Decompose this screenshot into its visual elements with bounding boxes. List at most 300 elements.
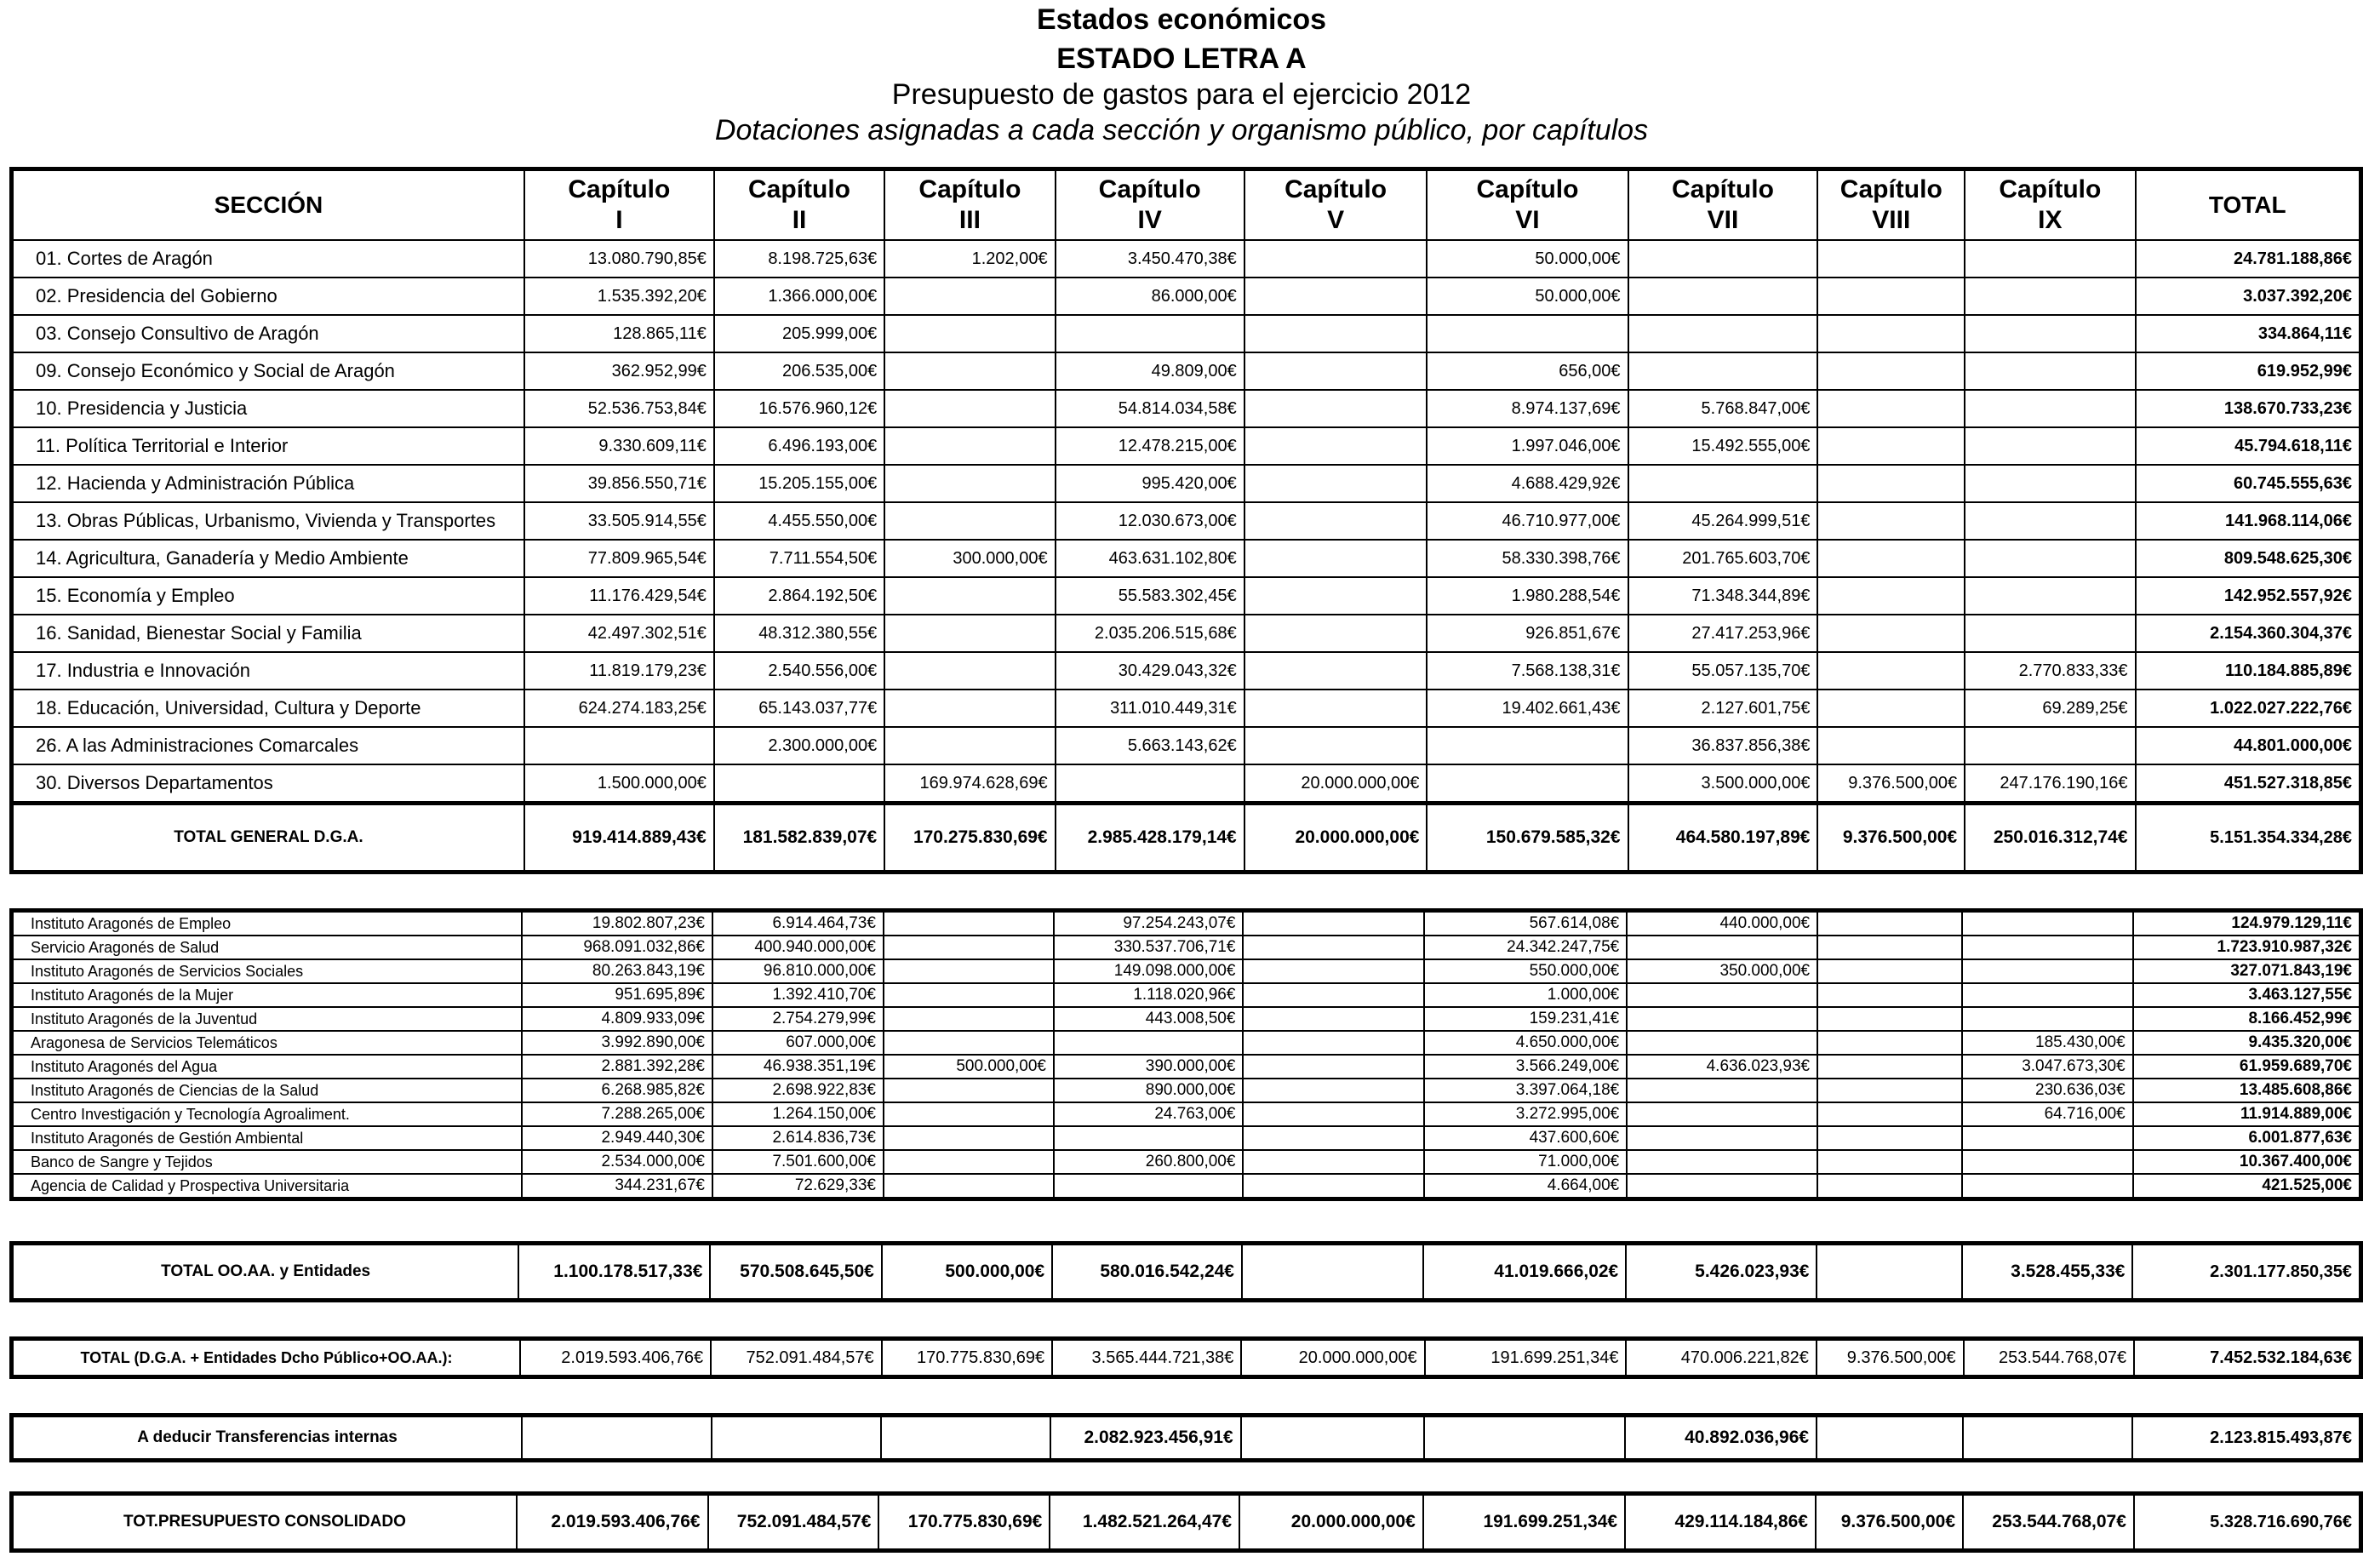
cell-total: 9.435.320,00€ bbox=[2133, 1031, 2361, 1055]
cell-capitulo-4 bbox=[1054, 1174, 1243, 1199]
table-row bbox=[12, 1174, 2361, 1199]
cell-capitulo-8 bbox=[1817, 577, 1965, 615]
row-label: 14. Agricultura, Ganadería y Medio Ambiente bbox=[12, 540, 524, 577]
header-capitulo-word: Capítulo bbox=[918, 175, 1021, 203]
cell-capitulo-7 bbox=[1627, 1102, 1817, 1126]
cell-capitulo-7: 45.264.999,51€ bbox=[1628, 502, 1818, 540]
row-label: 01. Cortes de Aragón bbox=[12, 240, 524, 278]
cell-capitulo-5 bbox=[1244, 315, 1428, 352]
cell-capitulo-4: 49.809,00€ bbox=[1056, 352, 1244, 390]
cell-capitulo-7: 40.892.036,96€ bbox=[1625, 1416, 1817, 1461]
cell-capitulo-1: 11.176.429,54€ bbox=[524, 577, 714, 615]
cell-capitulo-9 bbox=[1962, 1007, 2132, 1031]
cell-capitulo-3 bbox=[884, 1102, 1054, 1126]
cell-capitulo-5: 20.000.000,00€ bbox=[1244, 764, 1428, 804]
cell-capitulo-6 bbox=[1424, 1416, 1626, 1461]
cell-capitulo-1: 4.809.933,09€ bbox=[522, 1007, 712, 1031]
dga-table bbox=[9, 167, 2363, 874]
cell-capitulo-1: 19.802.807,23€ bbox=[522, 911, 712, 936]
header-capitulo-number: I bbox=[615, 206, 623, 234]
cell-capitulo-9: 230.636,03€ bbox=[1962, 1079, 2132, 1102]
cell-capitulo-9 bbox=[1965, 352, 2135, 390]
cell-capitulo-6: 3.397.064,18€ bbox=[1424, 1079, 1627, 1102]
cell-capitulo-9 bbox=[1962, 1174, 2132, 1199]
cell-capitulo-8: 9.376.500,00€ bbox=[1817, 804, 1965, 873]
cell-capitulo-3 bbox=[884, 911, 1054, 936]
cell-capitulo-5 bbox=[1244, 690, 1428, 727]
cell-capitulo-4: 580.016.542,24€ bbox=[1052, 1244, 1242, 1301]
cell-capitulo-1: 42.497.302,51€ bbox=[524, 615, 714, 652]
cell-total: 421.525,00€ bbox=[2133, 1174, 2361, 1199]
table-row bbox=[12, 1416, 2361, 1461]
cell-capitulo-2: 1.366.000,00€ bbox=[714, 278, 884, 315]
cell-capitulo-6: 159.231,41€ bbox=[1424, 1007, 1627, 1031]
cell-capitulo-1: 2.881.392,28€ bbox=[522, 1055, 712, 1079]
cell-total: 13.485.608,86€ bbox=[2133, 1079, 2361, 1102]
cell-capitulo-3 bbox=[884, 577, 1055, 615]
cell-capitulo-8: 9.376.500,00€ bbox=[1817, 1339, 1964, 1377]
cell-capitulo-6: 3.272.995,00€ bbox=[1424, 1102, 1627, 1126]
cell-capitulo-8 bbox=[1817, 652, 1965, 690]
cell-capitulo-1: 7.288.265,00€ bbox=[522, 1102, 712, 1126]
cell-capitulo-5 bbox=[1243, 936, 1424, 959]
cell-capitulo-4: 86.000,00€ bbox=[1056, 278, 1244, 315]
cell-capitulo-2: 4.455.550,00€ bbox=[714, 502, 884, 540]
cell-capitulo-7: 201.765.603,70€ bbox=[1628, 540, 1818, 577]
cell-capitulo-7 bbox=[1627, 1174, 1817, 1199]
ooaa-table bbox=[9, 908, 2363, 1201]
cell-capitulo-4: 3.450.470,38€ bbox=[1056, 240, 1244, 278]
cell-capitulo-8 bbox=[1817, 959, 1962, 983]
cell-capitulo-2: 2.614.836,73€ bbox=[712, 1126, 884, 1150]
cell-capitulo-2: 570.508.645,50€ bbox=[710, 1244, 881, 1301]
cell-capitulo-7: 2.127.601,75€ bbox=[1628, 690, 1818, 727]
title-line-1: Estados económicos bbox=[1036, 3, 1327, 36]
cell-capitulo-4: 995.420,00€ bbox=[1056, 465, 1244, 502]
cell-total: 3.037.392,20€ bbox=[2136, 278, 2361, 315]
cell-capitulo-5 bbox=[1243, 1055, 1424, 1079]
cell-capitulo-4: 311.010.449,31€ bbox=[1056, 690, 1244, 727]
cell-capitulo-1 bbox=[524, 727, 714, 764]
cell-capitulo-4: 5.663.143,62€ bbox=[1056, 727, 1244, 764]
cell-capitulo-1: 968.091.032,86€ bbox=[522, 936, 712, 959]
cell-capitulo-3 bbox=[884, 983, 1054, 1007]
cell-total: 11.914.889,00€ bbox=[2133, 1102, 2361, 1126]
cell-capitulo-9: 69.289,25€ bbox=[1965, 690, 2135, 727]
row-label: Servicio Aragonés de Salud bbox=[12, 936, 522, 959]
cell-capitulo-7: 429.114.184,86€ bbox=[1625, 1494, 1816, 1551]
cell-total: 142.952.557,92€ bbox=[2136, 577, 2361, 615]
cell-capitulo-6: 1.000,00€ bbox=[1424, 983, 1627, 1007]
cell-capitulo-7: 440.000,00€ bbox=[1627, 911, 1817, 936]
cell-capitulo-9 bbox=[1962, 1150, 2132, 1174]
table-row bbox=[12, 1126, 2361, 1150]
cell-capitulo-4: 2.985.428.179,14€ bbox=[1056, 804, 1244, 873]
header-capitulo-7 bbox=[1628, 169, 1818, 241]
cell-capitulo-2: 46.938.351,19€ bbox=[712, 1055, 884, 1079]
cell-capitulo-3 bbox=[884, 502, 1055, 540]
cell-capitulo-7: 55.057.135,70€ bbox=[1628, 652, 1818, 690]
cell-capitulo-6: 50.000,00€ bbox=[1427, 278, 1628, 315]
cell-capitulo-5 bbox=[1243, 1174, 1424, 1199]
header-capitulo-number: IX bbox=[2038, 206, 2063, 234]
cell-capitulo-2: 206.535,00€ bbox=[714, 352, 884, 390]
cell-capitulo-2: 7.501.600,00€ bbox=[712, 1150, 884, 1174]
table-row bbox=[12, 240, 2361, 278]
cell-total: 138.670.733,23€ bbox=[2136, 390, 2361, 427]
cell-total: 110.184.885,89€ bbox=[2136, 652, 2361, 690]
cell-capitulo-4: 330.537.706,71€ bbox=[1054, 936, 1243, 959]
cell-capitulo-2: 400.940.000,00€ bbox=[712, 936, 884, 959]
cell-capitulo-5: 20.000.000,00€ bbox=[1239, 1494, 1423, 1551]
row-label: Instituto Aragonés de Ciencias de la Salud bbox=[12, 1079, 522, 1102]
cell-capitulo-6: 3.566.249,00€ bbox=[1424, 1055, 1627, 1079]
cell-capitulo-5 bbox=[1244, 502, 1428, 540]
cell-total: 2.154.360.304,37€ bbox=[2136, 615, 2361, 652]
header-capitulo-2 bbox=[714, 169, 884, 241]
cell-capitulo-5 bbox=[1244, 540, 1428, 577]
cell-capitulo-5 bbox=[1244, 240, 1428, 278]
row-label: Agencia de Calidad y Prospectiva Universitaria bbox=[12, 1174, 522, 1199]
cell-capitulo-4: 12.030.673,00€ bbox=[1056, 502, 1244, 540]
cell-capitulo-7 bbox=[1628, 315, 1818, 352]
cell-capitulo-5 bbox=[1243, 983, 1424, 1007]
cell-capitulo-6: 437.600,60€ bbox=[1424, 1126, 1627, 1150]
cell-capitulo-3: 500.000,00€ bbox=[882, 1244, 1052, 1301]
cell-capitulo-1: 1.500.000,00€ bbox=[524, 764, 714, 804]
ooaa-total-table bbox=[9, 1241, 2363, 1302]
cell-capitulo-8 bbox=[1817, 911, 1962, 936]
row-label: Instituto Aragonés de Gestión Ambiental bbox=[12, 1126, 522, 1150]
table-row bbox=[12, 465, 2361, 502]
cell-total: 141.968.114,06€ bbox=[2136, 502, 2361, 540]
cell-capitulo-8 bbox=[1817, 727, 1965, 764]
cell-capitulo-8 bbox=[1817, 1079, 1962, 1102]
table-row bbox=[12, 911, 2361, 936]
cell-capitulo-7: 3.500.000,00€ bbox=[1628, 764, 1818, 804]
cell-capitulo-5: 20.000.000,00€ bbox=[1244, 804, 1428, 873]
cell-total: 1.723.910.987,32€ bbox=[2133, 936, 2361, 959]
cell-capitulo-5: 20.000.000,00€ bbox=[1241, 1339, 1424, 1377]
cell-capitulo-7 bbox=[1627, 983, 1817, 1007]
cell-capitulo-7: 470.006.221,82€ bbox=[1626, 1339, 1816, 1377]
cell-capitulo-3 bbox=[884, 1174, 1054, 1199]
cell-capitulo-5 bbox=[1243, 1150, 1424, 1174]
row-label: Instituto Aragonés de la Mujer bbox=[12, 983, 522, 1007]
cell-total: 5.151.354.334,28€ bbox=[2136, 804, 2361, 873]
cell-capitulo-1: 6.268.985,82€ bbox=[522, 1079, 712, 1102]
cell-capitulo-2: 96.810.000,00€ bbox=[712, 959, 884, 983]
cell-capitulo-8: 9.376.500,00€ bbox=[1816, 1494, 1963, 1551]
row-label: 09. Consejo Económico y Social de Aragón bbox=[12, 352, 524, 390]
row-label: 26. A las Administraciones Comarcales bbox=[12, 727, 524, 764]
cell-capitulo-3 bbox=[884, 652, 1055, 690]
cell-capitulo-4: 390.000,00€ bbox=[1054, 1055, 1243, 1079]
cell-capitulo-3 bbox=[884, 1007, 1054, 1031]
table-row bbox=[12, 1494, 2361, 1551]
row-label: TOTAL (D.G.A. + Entidades Dcho Público+OO.AA.): bbox=[12, 1339, 520, 1377]
cell-capitulo-1 bbox=[522, 1416, 712, 1461]
cell-capitulo-3 bbox=[884, 1126, 1054, 1150]
cell-capitulo-3 bbox=[884, 465, 1055, 502]
cell-capitulo-4: 2.035.206.515,68€ bbox=[1056, 615, 1244, 652]
cell-capitulo-8 bbox=[1817, 1007, 1962, 1031]
row-label: Centro Investigación y Tecnología Agroaliment. bbox=[12, 1102, 522, 1126]
cell-total: 44.801.000,00€ bbox=[2136, 727, 2361, 764]
row-label: 11. Política Territorial e Interior bbox=[12, 427, 524, 465]
cell-capitulo-3: 300.000,00€ bbox=[884, 540, 1055, 577]
row-label: 03. Consejo Consultivo de Aragón bbox=[12, 315, 524, 352]
cell-capitulo-8 bbox=[1817, 936, 1962, 959]
table-row bbox=[12, 1055, 2361, 1079]
cell-capitulo-6: 926.851,67€ bbox=[1427, 615, 1628, 652]
cell-capitulo-3 bbox=[884, 278, 1055, 315]
cell-capitulo-6: 41.019.666,02€ bbox=[1423, 1244, 1626, 1301]
cell-capitulo-9: 3.047.673,30€ bbox=[1962, 1055, 2132, 1079]
cell-capitulo-7 bbox=[1628, 352, 1818, 390]
cell-capitulo-2: 752.091.484,57€ bbox=[711, 1339, 882, 1377]
table-row bbox=[12, 352, 2361, 390]
cell-capitulo-3 bbox=[881, 1416, 1050, 1461]
cell-capitulo-6 bbox=[1427, 727, 1628, 764]
row-label: Instituto Aragonés del Agua bbox=[12, 1055, 522, 1079]
header-capitulo-number: III bbox=[958, 206, 981, 234]
cell-capitulo-6: 656,00€ bbox=[1427, 352, 1628, 390]
row-label: 18. Educación, Universidad, Cultura y Deporte bbox=[12, 690, 524, 727]
cell-capitulo-4: 890.000,00€ bbox=[1054, 1079, 1243, 1102]
cell-capitulo-7 bbox=[1627, 1079, 1817, 1102]
cell-capitulo-1: 344.231,67€ bbox=[522, 1174, 712, 1199]
cell-capitulo-8 bbox=[1817, 1055, 1962, 1079]
cell-capitulo-4: 463.631.102,80€ bbox=[1056, 540, 1244, 577]
cell-total: 8.166.452,99€ bbox=[2133, 1007, 2361, 1031]
cell-capitulo-7 bbox=[1628, 240, 1818, 278]
cell-capitulo-9 bbox=[1962, 1126, 2132, 1150]
cell-capitulo-8 bbox=[1817, 315, 1965, 352]
cell-total: 24.781.188,86€ bbox=[2136, 240, 2361, 278]
cell-capitulo-2: 2.754.279,99€ bbox=[712, 1007, 884, 1031]
cell-total: 334.864,11€ bbox=[2136, 315, 2361, 352]
header-capitulo-number: II bbox=[792, 206, 807, 234]
cell-capitulo-3: 170.275.830,69€ bbox=[884, 804, 1055, 873]
table-row bbox=[12, 1339, 2361, 1377]
cell-capitulo-4 bbox=[1054, 1126, 1243, 1150]
row-label: 15. Economía y Empleo bbox=[12, 577, 524, 615]
header-capitulo-8 bbox=[1817, 169, 1965, 241]
table-row bbox=[12, 690, 2361, 727]
cell-capitulo-7 bbox=[1627, 1031, 1817, 1055]
cell-capitulo-5 bbox=[1244, 278, 1428, 315]
cell-capitulo-1: 39.856.550,71€ bbox=[524, 465, 714, 502]
cell-capitulo-1: 80.263.843,19€ bbox=[522, 959, 712, 983]
title-line-2: ESTADO LETRA A bbox=[1056, 43, 1307, 75]
cell-capitulo-5 bbox=[1244, 727, 1428, 764]
cell-total: 124.979.129,11€ bbox=[2133, 911, 2361, 936]
header-capitulo-3 bbox=[884, 169, 1055, 241]
header-capitulo-word: Capítulo bbox=[1476, 175, 1579, 203]
cell-capitulo-6: 50.000,00€ bbox=[1427, 240, 1628, 278]
cell-capitulo-3 bbox=[884, 390, 1055, 427]
cell-capitulo-7 bbox=[1627, 1150, 1817, 1174]
cell-capitulo-9: 253.544.768,07€ bbox=[1964, 1339, 2135, 1377]
cell-capitulo-9 bbox=[1962, 983, 2132, 1007]
cell-capitulo-7: 36.837.856,38€ bbox=[1628, 727, 1818, 764]
cell-capitulo-7 bbox=[1628, 465, 1818, 502]
header-capitulo-number: V bbox=[1327, 206, 1345, 234]
cell-capitulo-7: 5.768.847,00€ bbox=[1628, 390, 1818, 427]
cell-capitulo-1: 2.019.593.406,76€ bbox=[520, 1339, 711, 1377]
cell-total: 451.527.318,85€ bbox=[2136, 764, 2361, 804]
cell-capitulo-6: 4.688.429,92€ bbox=[1427, 465, 1628, 502]
cell-capitulo-6: 71.000,00€ bbox=[1424, 1150, 1627, 1174]
table-row bbox=[12, 1031, 2361, 1055]
cell-capitulo-5 bbox=[1243, 959, 1424, 983]
row-label: TOTAL OO.AA. y Entidades bbox=[12, 1244, 519, 1301]
cell-capitulo-3 bbox=[884, 727, 1055, 764]
cell-capitulo-5 bbox=[1244, 652, 1428, 690]
cell-total: 60.745.555,63€ bbox=[2136, 465, 2361, 502]
row-label: 13. Obras Públicas, Urbanismo, Vivienda y Transportes bbox=[12, 502, 524, 540]
cell-capitulo-9 bbox=[1963, 1416, 2132, 1461]
cell-capitulo-9: 185.430,00€ bbox=[1962, 1031, 2132, 1055]
cell-capitulo-9 bbox=[1965, 615, 2135, 652]
cell-total: 327.071.843,19€ bbox=[2133, 959, 2361, 983]
cell-capitulo-1: 2.019.593.406,76€ bbox=[517, 1494, 708, 1551]
cell-capitulo-2: 1.392.410,70€ bbox=[712, 983, 884, 1007]
cell-capitulo-3 bbox=[884, 959, 1054, 983]
cell-capitulo-9 bbox=[1965, 315, 2135, 352]
row-label: Aragonesa de Servicios Telemáticos bbox=[12, 1031, 522, 1055]
cell-capitulo-2: 752.091.484,57€ bbox=[708, 1494, 879, 1551]
row-label: 16. Sanidad, Bienestar Social y Familia bbox=[12, 615, 524, 652]
cell-capitulo-9 bbox=[1965, 727, 2135, 764]
cell-capitulo-4: 55.583.302,45€ bbox=[1056, 577, 1244, 615]
cell-capitulo-9 bbox=[1962, 936, 2132, 959]
cell-capitulo-9 bbox=[1962, 959, 2132, 983]
cell-capitulo-3 bbox=[884, 936, 1054, 959]
cell-total: 61.959.689,70€ bbox=[2133, 1055, 2361, 1079]
cell-capitulo-9: 253.544.768,07€ bbox=[1963, 1494, 2134, 1551]
cell-capitulo-1: 1.535.392,20€ bbox=[524, 278, 714, 315]
table-row bbox=[12, 1102, 2361, 1126]
cell-capitulo-9: 247.176.190,16€ bbox=[1965, 764, 2135, 804]
cell-capitulo-7: 27.417.253,96€ bbox=[1628, 615, 1818, 652]
cell-capitulo-1: 919.414.889,43€ bbox=[524, 804, 714, 873]
cell-capitulo-9 bbox=[1965, 577, 2135, 615]
cell-capitulo-8 bbox=[1817, 240, 1965, 278]
cell-capitulo-6: 1.980.288,54€ bbox=[1427, 577, 1628, 615]
deduct-table bbox=[9, 1413, 2363, 1462]
cell-capitulo-5 bbox=[1243, 1102, 1424, 1126]
cell-capitulo-6: 19.402.661,43€ bbox=[1427, 690, 1628, 727]
cell-capitulo-7: 71.348.344,89€ bbox=[1628, 577, 1818, 615]
table-row bbox=[12, 727, 2361, 764]
cell-capitulo-8 bbox=[1817, 540, 1965, 577]
cell-capitulo-8 bbox=[1817, 352, 1965, 390]
cell-capitulo-5 bbox=[1241, 1416, 1424, 1461]
cell-capitulo-3 bbox=[884, 615, 1055, 652]
cell-capitulo-7 bbox=[1627, 1007, 1817, 1031]
cell-capitulo-9 bbox=[1962, 911, 2132, 936]
cell-capitulo-9 bbox=[1965, 278, 2135, 315]
cell-capitulo-3: 500.000,00€ bbox=[884, 1055, 1054, 1079]
cell-capitulo-3: 1.202,00€ bbox=[884, 240, 1055, 278]
cell-capitulo-5 bbox=[1242, 1244, 1423, 1301]
cell-capitulo-8 bbox=[1817, 1102, 1962, 1126]
cell-capitulo-8 bbox=[1817, 502, 1965, 540]
cell-capitulo-3: 169.974.628,69€ bbox=[884, 764, 1055, 804]
row-label: Instituto Aragonés de Empleo bbox=[12, 911, 522, 936]
row-label: Banco de Sangre y Tejidos bbox=[12, 1150, 522, 1174]
cell-capitulo-3 bbox=[884, 352, 1055, 390]
header-capitulo-4 bbox=[1056, 169, 1244, 241]
cell-capitulo-1: 2.534.000,00€ bbox=[522, 1150, 712, 1174]
cell-capitulo-6 bbox=[1427, 764, 1628, 804]
table-row bbox=[12, 652, 2361, 690]
row-label: 17. Industria e Innovación bbox=[12, 652, 524, 690]
cell-capitulo-6: 191.699.251,34€ bbox=[1423, 1494, 1625, 1551]
cell-capitulo-2: 6.914.464,73€ bbox=[712, 911, 884, 936]
cell-capitulo-1: 52.536.753,84€ bbox=[524, 390, 714, 427]
cell-total: 10.367.400,00€ bbox=[2133, 1150, 2361, 1174]
cell-capitulo-7 bbox=[1627, 1126, 1817, 1150]
cell-capitulo-3 bbox=[884, 690, 1055, 727]
table-row bbox=[12, 540, 2361, 577]
cell-capitulo-2: 16.576.960,12€ bbox=[714, 390, 884, 427]
cell-capitulo-9: 64.716,00€ bbox=[1962, 1102, 2132, 1126]
row-label: A deducir Transferencias internas bbox=[12, 1416, 523, 1461]
cell-capitulo-6: 4.650.000,00€ bbox=[1424, 1031, 1627, 1055]
cell-capitulo-6: 4.664,00€ bbox=[1424, 1174, 1627, 1199]
cell-capitulo-3: 170.775.830,69€ bbox=[882, 1339, 1053, 1377]
cell-capitulo-9: 250.016.312,74€ bbox=[1965, 804, 2135, 873]
cell-capitulo-6: 8.974.137,69€ bbox=[1427, 390, 1628, 427]
cell-capitulo-4: 24.763,00€ bbox=[1054, 1102, 1243, 1126]
cell-capitulo-1: 77.809.965,54€ bbox=[524, 540, 714, 577]
cell-capitulo-3 bbox=[884, 315, 1055, 352]
cell-capitulo-6: 58.330.398,76€ bbox=[1427, 540, 1628, 577]
cell-capitulo-4: 2.082.923.456,91€ bbox=[1050, 1416, 1241, 1461]
cell-capitulo-8 bbox=[1817, 278, 1965, 315]
cell-capitulo-9: 2.770.833,33€ bbox=[1965, 652, 2135, 690]
cell-capitulo-7: 15.492.555,00€ bbox=[1628, 427, 1818, 465]
combined-total-table bbox=[9, 1336, 2363, 1379]
table-row bbox=[12, 1007, 2361, 1031]
cell-capitulo-4: 3.565.444.721,38€ bbox=[1052, 1339, 1241, 1377]
cell-capitulo-1: 624.274.183,25€ bbox=[524, 690, 714, 727]
cell-capitulo-1: 2.949.440,30€ bbox=[522, 1126, 712, 1150]
cell-capitulo-8 bbox=[1817, 615, 1965, 652]
cell-capitulo-2: 205.999,00€ bbox=[714, 315, 884, 352]
cell-capitulo-7 bbox=[1627, 936, 1817, 959]
cell-capitulo-7: 464.580.197,89€ bbox=[1628, 804, 1818, 873]
cell-capitulo-8 bbox=[1817, 1126, 1962, 1150]
cell-capitulo-8 bbox=[1817, 1031, 1962, 1055]
cell-capitulo-2: 181.582.839,07€ bbox=[714, 804, 884, 873]
cell-capitulo-2: 15.205.155,00€ bbox=[714, 465, 884, 502]
cell-capitulo-9 bbox=[1965, 240, 2135, 278]
header-capitulo-word: Capítulo bbox=[1999, 175, 2102, 203]
cell-capitulo-4: 30.429.043,32€ bbox=[1056, 652, 1244, 690]
cell-capitulo-1: 11.819.179,23€ bbox=[524, 652, 714, 690]
cell-capitulo-6 bbox=[1427, 315, 1628, 352]
cell-capitulo-7: 4.636.023,93€ bbox=[1627, 1055, 1817, 1079]
cell-capitulo-8 bbox=[1817, 1174, 1962, 1199]
header-total: TOTAL bbox=[2136, 169, 2361, 241]
cell-capitulo-6: 550.000,00€ bbox=[1424, 959, 1627, 983]
cell-capitulo-6: 46.710.977,00€ bbox=[1427, 502, 1628, 540]
row-label: TOTAL GENERAL D.G.A. bbox=[12, 804, 524, 873]
